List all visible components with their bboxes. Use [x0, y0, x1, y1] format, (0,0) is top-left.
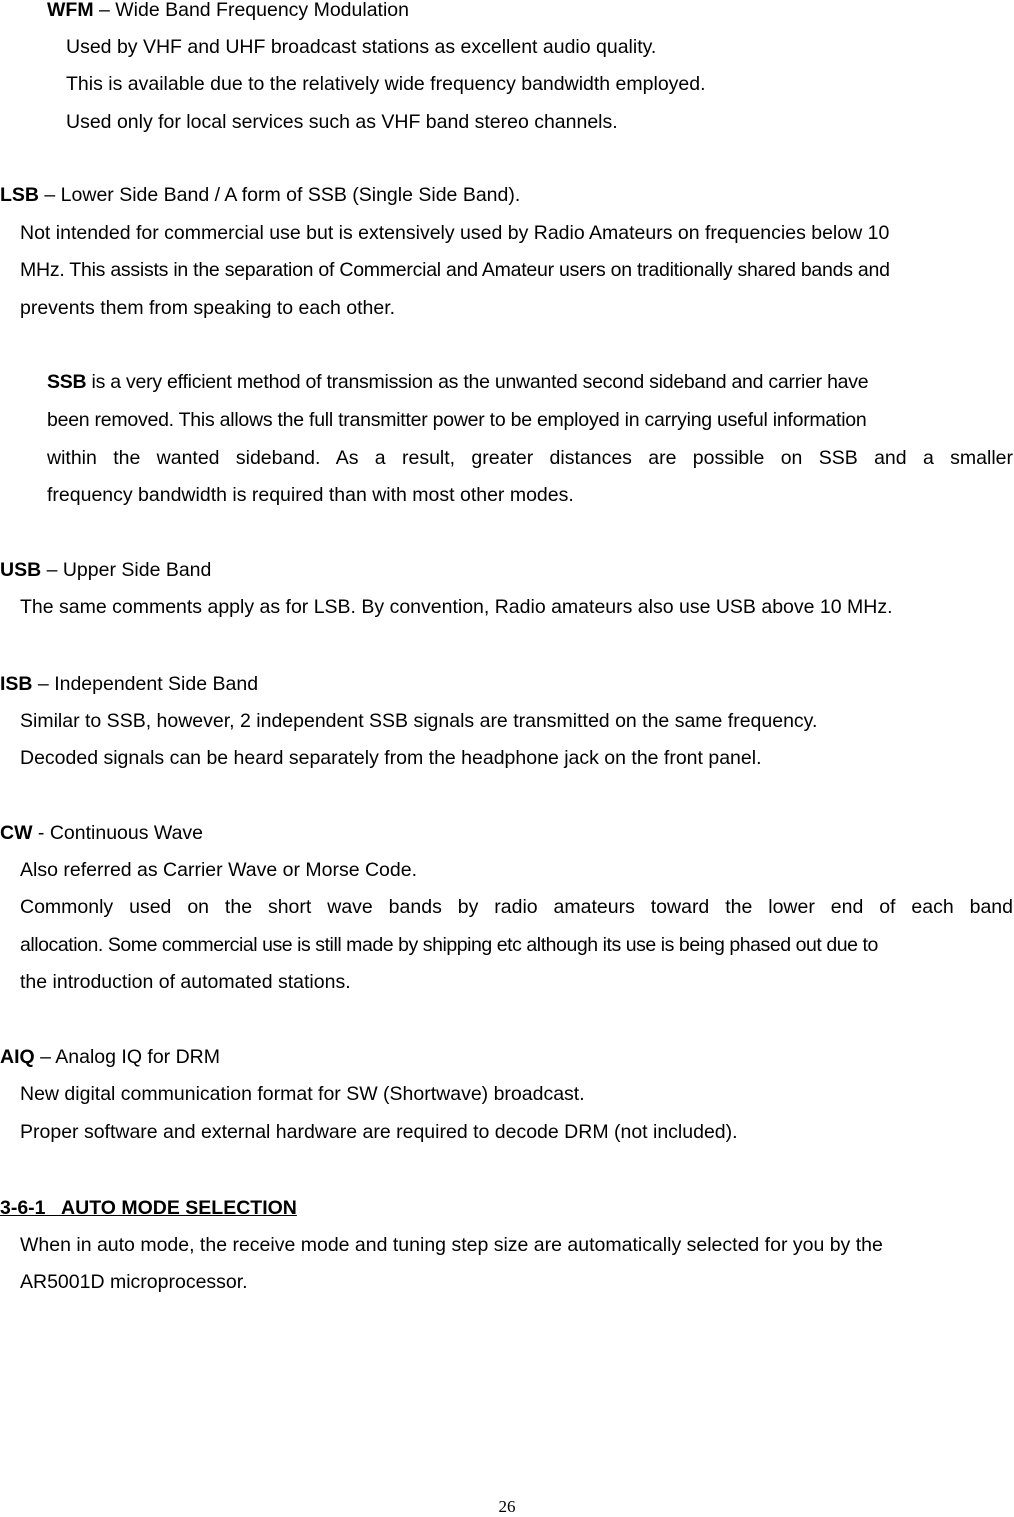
ssb-term: SSB [47, 371, 87, 393]
auto-line-2: AR5001D microprocessor. [20, 1271, 248, 1293]
lsb-line-1: Not intended for commercial use but is extensively used by Radio Amateurs on frequencies below 10 [20, 222, 890, 244]
lsb-line-3: prevents them from speaking to each other. [20, 297, 396, 319]
cw-term: CW [0, 822, 33, 844]
aiq-heading [0, 1045, 220, 1069]
usb-heading [0, 558, 211, 582]
ssb-line-1-text: is a very efficient method of transmission as the unwanted second sideband and carrier have [86, 371, 869, 393]
isb-line-1: Similar to SSB, however, 2 independent SSB signals are transmitted on the same frequency. [20, 710, 818, 732]
aiq-line-2: Proper software and external hardware are required to decode DRM (not included). [20, 1121, 738, 1143]
ssb-line-1 [47, 370, 868, 394]
aiq-title: – Analog IQ for DRM [34, 1046, 220, 1068]
cw-line-3: allocation. Some commercial use is still made by shipping etc although its use is being phased out due to [20, 934, 878, 956]
ssb-line-4: frequency bandwidth is required than with most other modes. [47, 484, 574, 506]
wfm-line-3: Used only for local services such as VHF band stereo channels. [66, 111, 618, 133]
wfm-term: WFM [47, 0, 94, 21]
lsb-line-2: MHz. This assists in the separation of Commercial and Amateur users on traditionally shared bands and [20, 259, 890, 281]
isb-line-2: Decoded signals can be heard separately from the headphone jack on the front panel. [20, 747, 762, 769]
wfm-title: – Wide Band Frequency Modulation [93, 0, 409, 21]
lsb-heading [0, 183, 520, 207]
cw-line-2: Commonly used on the short wave bands by radio amateurs toward the lower end of each band [20, 896, 1013, 918]
wfm-line-2: This is available due to the relatively wide frequency bandwidth employed. [66, 73, 706, 95]
usb-title: – Upper Side Band [41, 559, 212, 581]
auto-line-1: When in auto mode, the receive mode and tuning step size are automatically selected for you by the [20, 1234, 883, 1256]
lsb-title: – Lower Side Band / A form of SSB (Single Side Band). [39, 184, 521, 206]
cw-title: - Continuous Wave [32, 822, 204, 844]
lsb-term: LSB [0, 184, 39, 206]
isb-heading [0, 672, 258, 696]
wfm-line-1: Used by VHF and UHF broadcast stations as excellent audio quality. [66, 36, 657, 58]
isb-title: – Independent Side Band [32, 673, 259, 695]
isb-term: ISB [0, 673, 33, 695]
cw-line-4: the introduction of automated stations. [20, 971, 351, 993]
ssb-line-2: been removed. This allows the full transmitter power to be employed in carrying useful information [47, 409, 867, 431]
ssb-line-3: within the wanted sideband. As a result, greater distances are possible on SSB and a smaller [47, 447, 1013, 469]
page-number: 26 [498, 1497, 516, 1516]
aiq-term: AIQ [0, 1046, 35, 1068]
auto-mode-heading: 3-6-1 AUTO MODE SELECTION [0, 1197, 297, 1219]
usb-line-1: The same comments apply as for LSB. By convention, Radio amateurs also use USB above 10 MHz. [20, 596, 893, 618]
cw-line-1: Also referred as Carrier Wave or Morse Code. [20, 859, 417, 881]
cw-heading [0, 821, 203, 845]
usb-term: USB [0, 559, 42, 581]
wfm-heading [47, 0, 409, 22]
aiq-line-1: New digital communication format for SW (Shortwave) broadcast. [20, 1083, 585, 1105]
